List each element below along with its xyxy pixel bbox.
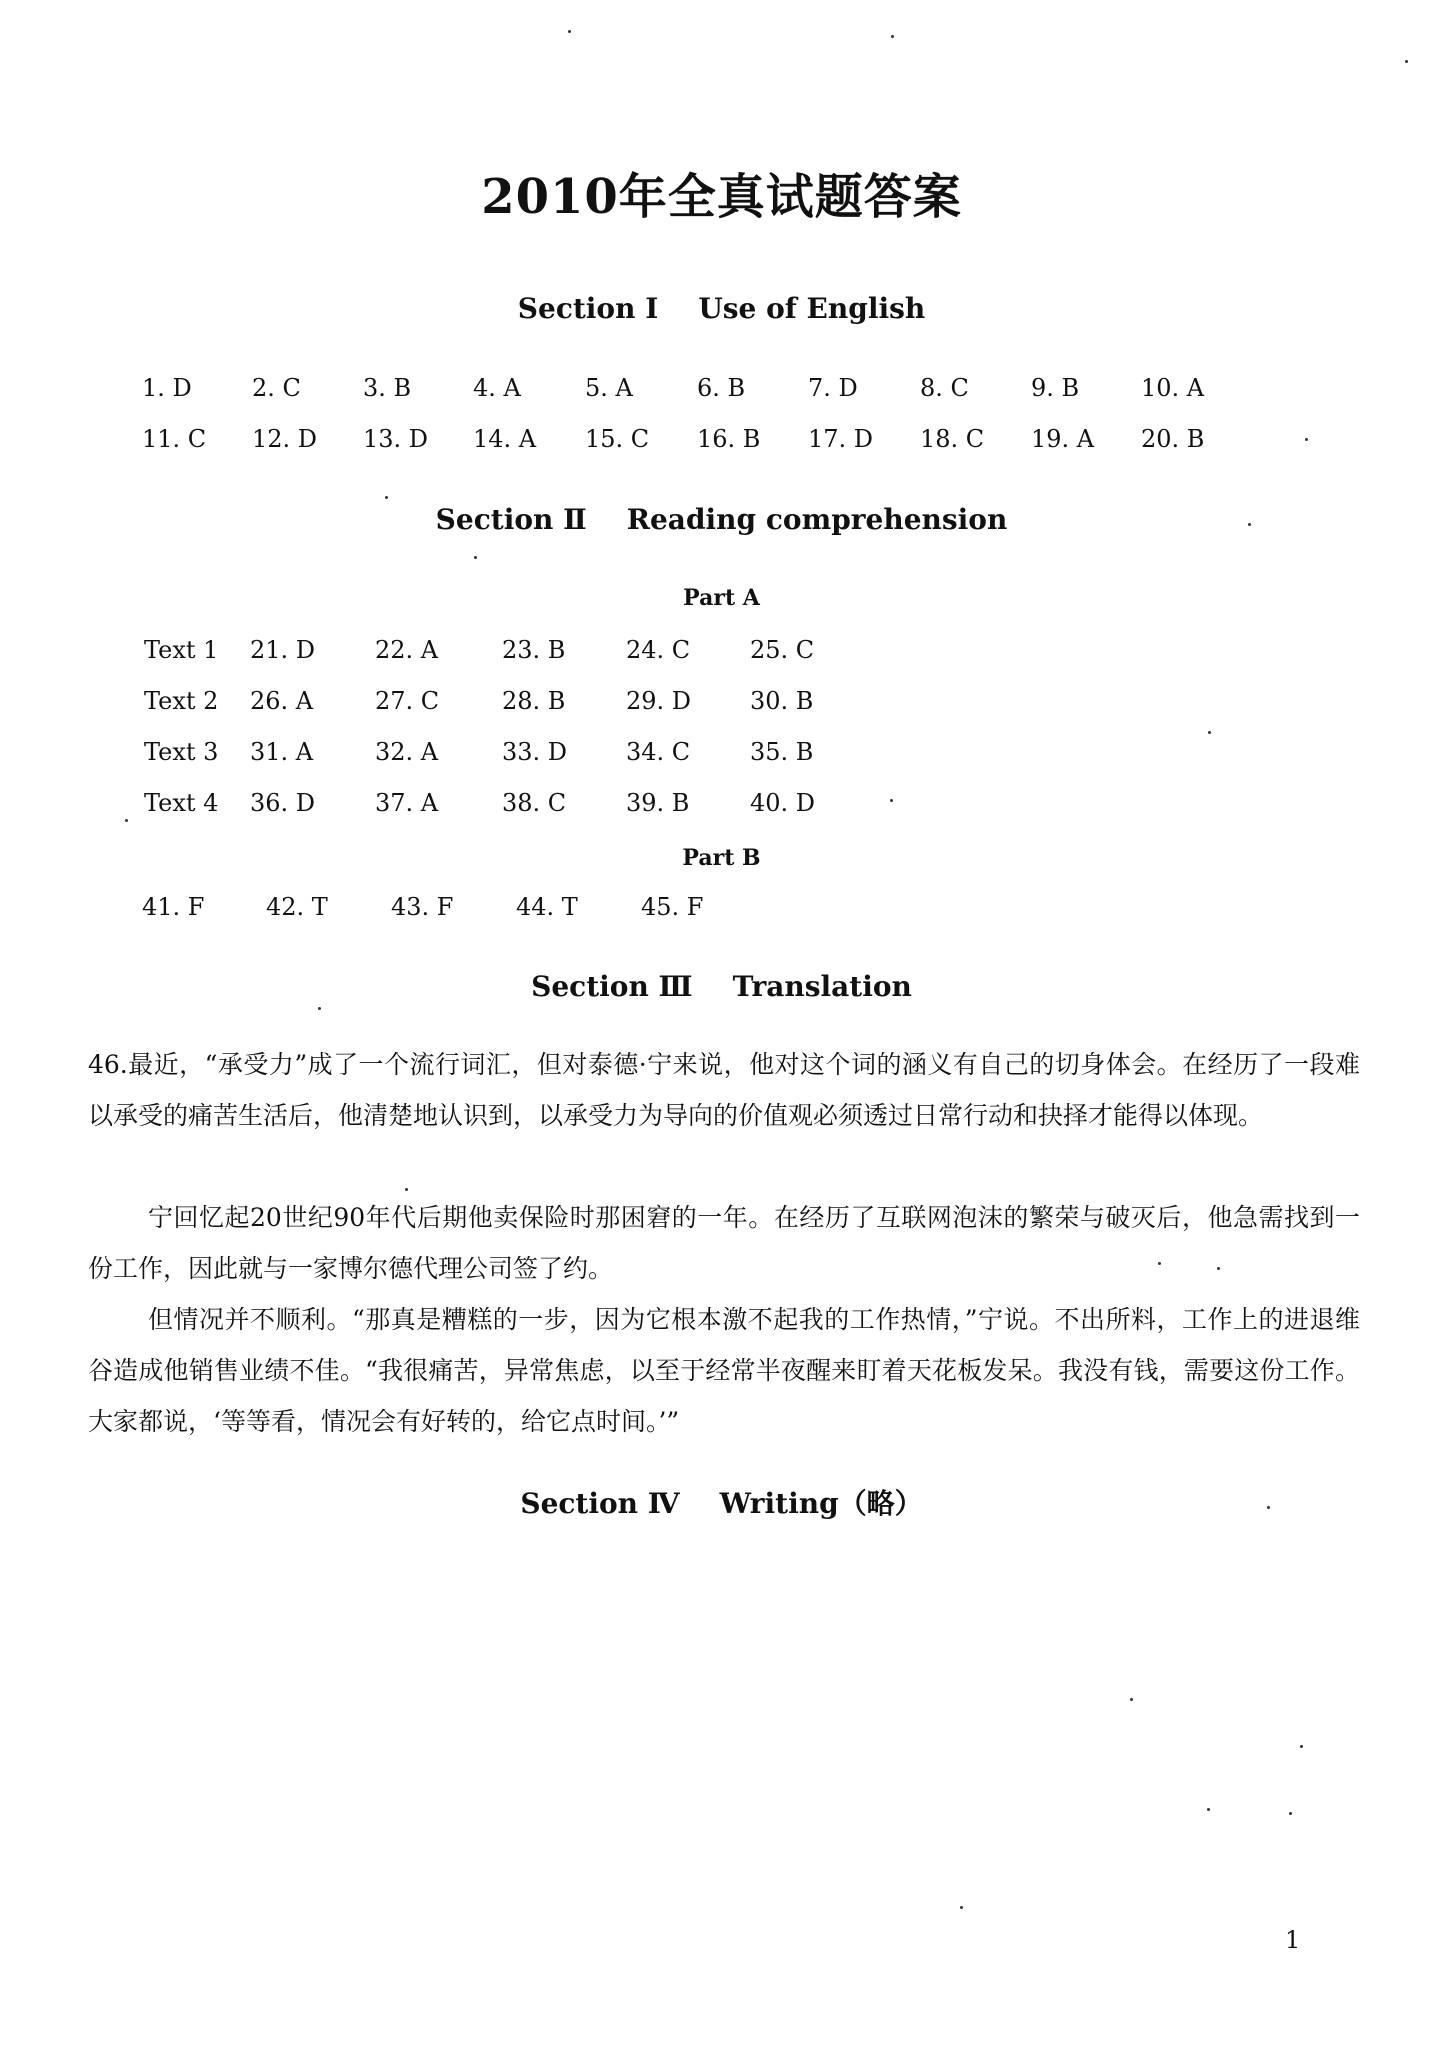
scan-speck bbox=[1208, 731, 1211, 734]
answer-item: 20. B bbox=[1141, 425, 1205, 453]
answer-item: 27. C bbox=[375, 687, 440, 715]
answer-item: 37. A bbox=[375, 789, 439, 817]
answer-item: 13. D bbox=[363, 425, 429, 453]
answer-item: 35. B bbox=[750, 738, 814, 766]
scan-speck bbox=[890, 799, 893, 802]
answer-item: 30. B bbox=[750, 687, 814, 715]
section-2-name: Reading comprehension bbox=[626, 503, 1008, 536]
translation-paragraph-3: 但情况并不顺利。“那真是糟糕的一步，因为它根本激不起我的工作热情，”宁说。不出所料，工作上的进退维谷造成他销售业绩不佳。“我很痛苦，异常焦虑，以至于经常半夜醒来盯着天花板发呆。我没有钱，需要这份工作。大家都说，‘等等看，情况会有好转的，给它点时间。’” bbox=[88, 1305, 1360, 1436]
page-number: 1 bbox=[1285, 1926, 1301, 1954]
part-a-heading: Part A bbox=[683, 585, 760, 611]
answer-item: 19. A bbox=[1031, 425, 1095, 453]
answer-item: 23. B bbox=[502, 636, 566, 664]
answer-item: 33. D bbox=[502, 738, 568, 766]
section-3-heading bbox=[0, 970, 1443, 1003]
section-1-heading bbox=[0, 292, 1443, 325]
scan-speck bbox=[1300, 1745, 1303, 1748]
answer-item: 17. D bbox=[808, 425, 874, 453]
scan-speck bbox=[1207, 1808, 1210, 1811]
answer-item: 2. C bbox=[252, 374, 301, 402]
answer-item: 42. T bbox=[266, 893, 328, 921]
answer-item: 41. F bbox=[142, 893, 205, 921]
answer-item: 15. C bbox=[585, 425, 650, 453]
scan-speck bbox=[1305, 438, 1308, 441]
section-4-label: Section Ⅳ bbox=[520, 1487, 680, 1520]
answer-item: 24. C bbox=[626, 636, 691, 664]
section-3-name: Translation bbox=[732, 970, 912, 1003]
answer-item: 1. D bbox=[142, 374, 192, 402]
answer-item: 10. A bbox=[1141, 374, 1205, 402]
section-4-name: Writing（略） bbox=[719, 1487, 923, 1520]
answer-item: 38. C bbox=[502, 789, 567, 817]
text-label: Text 1 bbox=[144, 636, 219, 664]
answer-item: 31. A bbox=[250, 738, 314, 766]
answer-item: 45. F bbox=[641, 893, 704, 921]
text-label: Text 3 bbox=[144, 738, 219, 766]
answer-item: 8. C bbox=[920, 374, 969, 402]
answer-item: 32. A bbox=[375, 738, 439, 766]
answer-item: 5. A bbox=[585, 374, 633, 402]
scan-speck bbox=[1217, 1267, 1220, 1270]
answer-item: 18. C bbox=[920, 425, 985, 453]
answer-item: 43. F bbox=[391, 893, 454, 921]
answer-item: 34. C bbox=[626, 738, 691, 766]
text-label: Text 4 bbox=[144, 789, 219, 817]
scan-speck bbox=[405, 1188, 408, 1191]
scan-speck bbox=[1248, 523, 1251, 526]
section-1-name: Use of English bbox=[698, 292, 926, 325]
answer-item: 44. T bbox=[516, 893, 578, 921]
scan-speck bbox=[1289, 1812, 1292, 1815]
translation-paragraph-2: 宁回忆起20世纪90年代后期他卖保险时那困窘的一年。在经历了互联网泡沫的繁荣与破灭后，他急需找到一份工作，因此就与一家博尔德代理公司签了约。 bbox=[88, 1203, 1360, 1283]
answer-item: 9. B bbox=[1031, 374, 1080, 402]
scan-speck bbox=[1130, 1698, 1133, 1701]
answer-item: 11. C bbox=[142, 425, 207, 453]
answer-item: 3. B bbox=[363, 374, 412, 402]
section-3-label: Section Ⅲ bbox=[531, 970, 693, 1003]
answer-item: 36. D bbox=[250, 789, 316, 817]
part-b-heading: Part B bbox=[682, 845, 761, 871]
section-1-label: Section Ⅰ bbox=[517, 292, 659, 325]
answer-item: 28. B bbox=[502, 687, 566, 715]
scan-speck bbox=[125, 819, 128, 822]
scan-speck bbox=[318, 1007, 321, 1010]
answer-item: 6. B bbox=[697, 374, 746, 402]
answer-item: 25. C bbox=[750, 636, 815, 664]
answer-item: 22. A bbox=[375, 636, 439, 664]
translation-paragraph-1: 46.最近，“承受力”成了一个流行词汇，但对泰德·宁来说，他对这个词的涵义有自己的切身体会。在经历了一段难以承受的痛苦生活后，他清楚地认识到，以承受力为导向的价值观必须透过日常行动和抉择才能得以体现。 bbox=[88, 1050, 1360, 1130]
scan-speck bbox=[1267, 1506, 1270, 1509]
scan-speck bbox=[1158, 1262, 1161, 1265]
scan-speck bbox=[960, 1906, 963, 1909]
scan-speck bbox=[1405, 60, 1408, 63]
scan-speck bbox=[891, 35, 894, 38]
answer-item: 4. A bbox=[473, 374, 521, 402]
scan-speck bbox=[568, 30, 571, 33]
section-2-label: Section Ⅱ bbox=[435, 503, 587, 536]
answer-item: 7. D bbox=[808, 374, 858, 402]
page-title: 2010年全真试题答案 bbox=[481, 169, 962, 225]
text-label: Text 2 bbox=[144, 687, 219, 715]
scan-speck bbox=[474, 556, 477, 559]
section-2-heading bbox=[0, 503, 1443, 536]
answer-item: 29. D bbox=[626, 687, 692, 715]
answer-item: 26. A bbox=[250, 687, 314, 715]
answer-item: 21. D bbox=[250, 636, 316, 664]
answer-item: 40. D bbox=[750, 789, 816, 817]
answer-item: 12. D bbox=[252, 425, 318, 453]
section-4-heading bbox=[0, 1482, 1443, 1522]
answer-item: 14. A bbox=[473, 425, 537, 453]
answer-item: 16. B bbox=[697, 425, 761, 453]
scan-speck bbox=[385, 496, 388, 499]
answer-item: 39. B bbox=[626, 789, 690, 817]
